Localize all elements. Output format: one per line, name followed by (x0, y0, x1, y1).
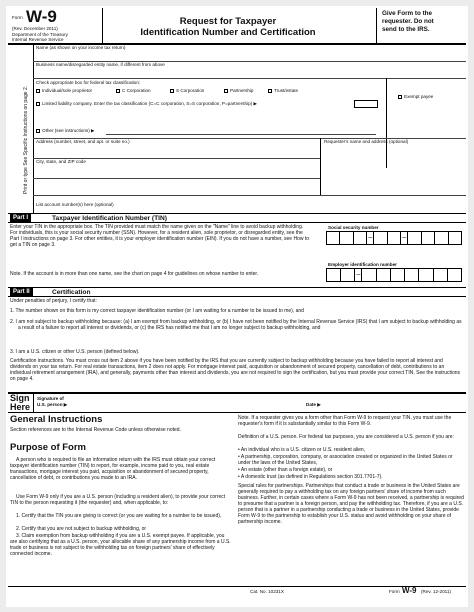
business-rule (33, 78, 466, 79)
s-corp-label: S Corporation (176, 88, 205, 93)
purpose-heading: Purpose of Form (10, 442, 87, 453)
signature-label-1: Signature of (37, 396, 64, 401)
department-line: Department of the Treasury (12, 32, 68, 37)
definition-item-3: • An estate (other than a foreign estate), or (238, 467, 333, 473)
part-1-body: Enter your TIN in the appropriate box. The TIN provided must match the name given on the "Name" line to avoid backup withholding. For individuals, this is your social security number (SSN). However, for a resident alien, sole proprietor, or disregarded entity, see the Part I instructions on page 3. For other entities, it is your employer identification number (EIN). If you do not have a number, see How to get a TIN on page 3. (10, 224, 310, 248)
sign-divider (33, 393, 34, 412)
special-rules-partnerships: Special rules for partnerships. Partnerships that conduct a trade or business in the United States are generally required to pay a withholding tax on any foreign partners' share of income from such business. Further, in certain cases where a Form W-9 has not been received, a partnership is required to presume that a partner is a foreign person, and pay the withholding tax. Therefore, if you are a U.S. person that is a partner in a partnership conducting a trade or business in the United States, provide Form W-9 to the partnership to establish your U.S. status and avoid withholding on your share of partnership income. (238, 483, 464, 525)
partnership-label: Partnership (230, 88, 254, 93)
w9-form-page (6, 6, 468, 607)
trust-checkbox[interactable] (268, 89, 272, 93)
use-item-1: 1. Certify that the TIN you are giving is correct (or you are waiting for a number to be issued), (16, 513, 222, 519)
header-divider-right (376, 8, 377, 44)
signature-field[interactable] (76, 398, 306, 410)
purpose-text: A person who is required to file an information return with the IRS must obtain your correct taxpayer identification number (TIN) to report, for example, income paid to you, real estate transactions, mortgage interest you paid, acquisition or abandonment of secured property, cancellation of debt, or contributions you made to an IRA. (10, 457, 216, 481)
form-label: Form (12, 15, 23, 20)
trust-label: Trust/estate (274, 88, 299, 93)
business-name-field[interactable] (36, 69, 464, 77)
definition-item-1: • An individual who is a U.S. citizen or U.S. resident alien, (238, 447, 366, 453)
us-person-definition: Definition of a U.S. person. For federal tax purposes, you are considered a U.S. person if you are: (238, 434, 454, 440)
exempt-payee-label: Exempt payee (404, 94, 434, 99)
llc-checkbox[interactable] (36, 102, 40, 106)
date-field[interactable] (328, 398, 464, 410)
accounts-label: List account number(s) here (optional) (36, 202, 114, 207)
city-label: City, state, and ZIP code (36, 159, 86, 164)
print-or-type-label: Print or type See Specific Instructions on page 2. (23, 85, 29, 194)
requester-bottom-rule (33, 195, 466, 196)
other-input-line[interactable] (106, 134, 376, 135)
use-item-2: 2. Certify that you are not subject to backup withholding, or (16, 526, 147, 532)
use-form-text: Use Form W-9 only if you are a U.S. person (including a resident alien), to provide your correct TIN to the person requesting it (the requester) and, when applicable, to: (10, 494, 226, 506)
city-rule (33, 178, 320, 179)
note-text: Note. If a requester gives you a form other than Form W-9 to request your TIN, you must use the requester's form if it is substantially similar to this Form W-9. (238, 415, 452, 427)
date-label: Date ▶ (306, 402, 321, 407)
requester-field[interactable] (324, 147, 464, 193)
perjury-intro: Under penalties of perjury, I certify that: (10, 298, 97, 304)
form-number: W-9 (26, 7, 57, 26)
footer-rule (8, 586, 466, 587)
city-field[interactable] (36, 166, 318, 175)
address-label: Address (number, street, and apt. or suite no.) (36, 139, 130, 144)
footer-form-number: W-9 (402, 586, 417, 595)
signature-label-2: U.S. person ▶ (37, 402, 68, 407)
partnership-checkbox[interactable] (224, 89, 228, 93)
c-corp-checkbox[interactable] (116, 89, 120, 93)
ssn-label: Social security number (328, 225, 379, 230)
c-corp-label: C Corporation (122, 88, 151, 93)
header-divider-left (102, 8, 103, 44)
sign-here-line2: Here (10, 402, 31, 412)
revision-date: (Rev. December 2011) (12, 26, 58, 31)
name-field[interactable] (36, 52, 464, 61)
ein-label: Employer identification number (328, 262, 397, 267)
part-1-tag: Part I (10, 214, 31, 222)
definition-item-4: • A domestic trust (as defined in Regulations section 301.7701-7). (238, 474, 383, 480)
part-1-title: Taxpayer Identification Number (TIN) (52, 215, 167, 222)
s-corp-checkbox[interactable] (170, 89, 174, 93)
give-form-line1: Give Form to the (382, 10, 433, 17)
llc-label: Limited liability company. Enter the tax classification (C=C corporation, S=S corporation, P=partnership) ▶ (42, 101, 257, 106)
ein-input[interactable]: – (326, 268, 462, 282)
catalog-number: Cat. No. 10231X (250, 589, 284, 594)
identification-bottom-rule (8, 213, 466, 214)
other-label: Other (see instructions) ▶ (42, 128, 95, 133)
part-1-bottom-rule (8, 287, 466, 288)
requester-label: Requester's name and address (optional) (324, 139, 409, 144)
form-title-line2: Identification Number and Certification (140, 27, 316, 38)
part-2-title: Certification (52, 289, 91, 296)
form-title-line1: Request for Taxpayer (179, 16, 277, 27)
individual-checkbox[interactable] (36, 89, 40, 93)
give-form-line2: requester. Do not (382, 18, 434, 25)
address-field[interactable] (36, 146, 318, 155)
definition-item-2: • A partnership, corporation, company, or association created or organized in the United States or under the laws of the United States, (238, 454, 453, 466)
service-line: Internal Revenue Service (12, 37, 64, 42)
name-field-label: Name (as shown on your income tax return) (36, 45, 126, 50)
requester-divider (320, 138, 321, 195)
give-form-line3: send to the IRS. (382, 26, 430, 33)
footer-form-label: Form (389, 589, 400, 594)
other-checkbox[interactable] (36, 129, 40, 133)
accounts-field[interactable] (146, 200, 464, 209)
sign-top-rule (8, 392, 466, 394)
footer-revision: (Rev. 12-2011) (421, 589, 451, 594)
sign-here-line1: Sign (10, 393, 30, 403)
ssn-input[interactable]: – – (326, 231, 462, 245)
certification-item-2: 2. I am not subject to backup withholding because: (a) I am exempt from backup withholding, or (b) I have not been notified by the Internal Revenue Service (IRS) that I am subject to backup withholding as a result of a failure to report all interest or dividends, or (c) the IRS has notified me that I am no longer subject to backup withholding, and (10, 319, 462, 331)
individual-label: Individual/sole proprietor (42, 88, 93, 93)
use-item-3: 3. Claim exemption from backup withholding if you are a U.S. exempt payee. If applicable, you are also certifying that as a U.S. person, your allocable share of any partnership income from a U.S. trade or business is not subject to the withholding tax on foreign partners' share of effectively connected income. (10, 533, 231, 557)
part-1-note: Note. If the account is in more than one name, see the chart on page 4 for guidelines on whose number to enter. (10, 271, 259, 277)
classification-label: Check appropriate box for federal tax classification: (36, 80, 141, 85)
certification-instructions: Certification instructions. You must cross out item 2 above if you have been notified by the IRS that you are currently subject to backup withholding because you have failed to report all interest and dividends on your tax return. For real estate transactions, item 2 does not apply. For mortgage interest paid, acquisition or abandonment of secured property, cancellation of debt, contributions to an individual retirement arrangement (IRA), and generally, payments other than interest and dividends, you are not required to sign the certification, but you must provide your correct TIN. See the instructions on page 4. (10, 358, 461, 382)
part-1-title-rule (8, 222, 466, 223)
llc-classification-input[interactable] (354, 100, 378, 108)
business-name-label: Business name/disregarded entity name, if different from above (36, 62, 165, 67)
side-label-divider (33, 45, 34, 213)
part-2-tag: Part II (10, 288, 33, 296)
part-2-title-rule (8, 296, 466, 297)
exempt-payee-checkbox[interactable] (398, 95, 402, 99)
certification-item-1: 1. The number shown on this form is my correct taxpayer identification number (or I am waiting for a number to be issued to me), and (10, 308, 304, 314)
general-instructions-heading: General Instructions (10, 414, 103, 425)
sign-bottom-rule (8, 412, 466, 413)
certification-item-3: 3. I am a U.S. citizen or other U.S. person (defined below). (10, 349, 140, 355)
general-instructions-text: Section references are to the Internal Revenue Code unless otherwise noted. (10, 427, 181, 433)
